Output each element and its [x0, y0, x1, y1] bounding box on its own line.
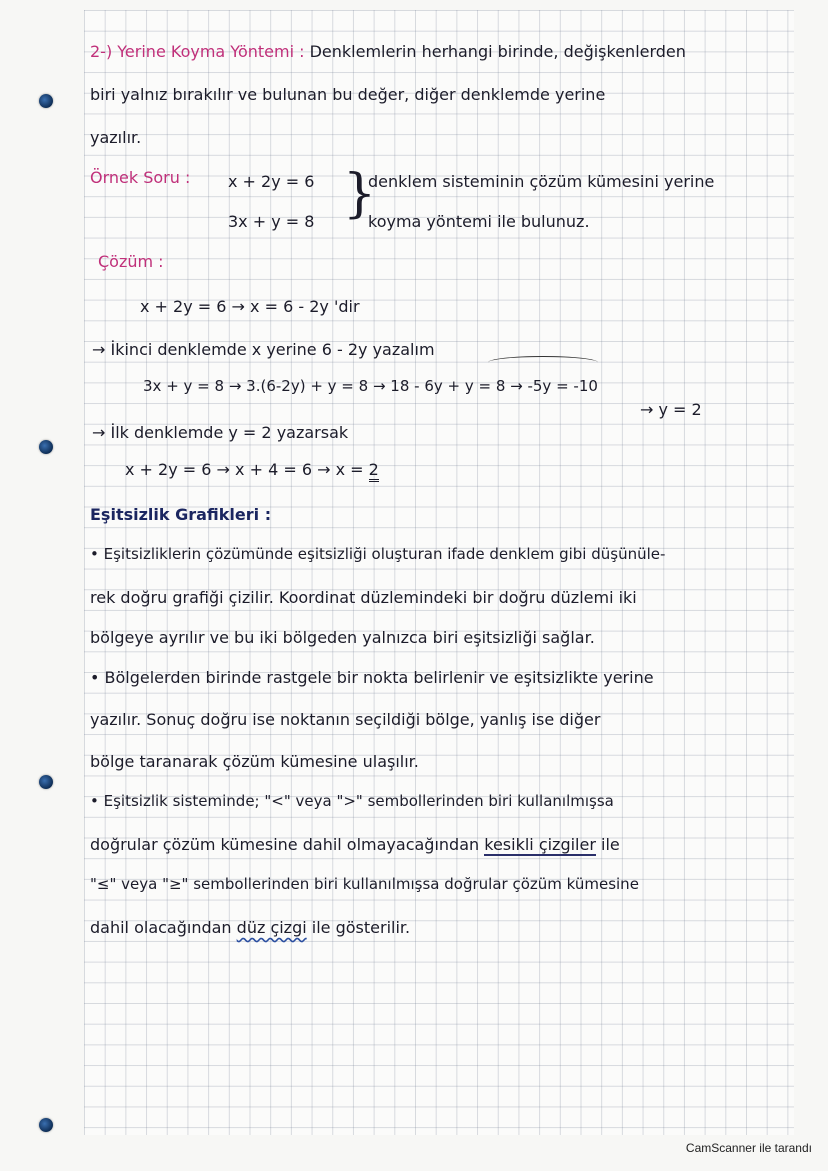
- equation-2: 3x + y = 8: [228, 212, 315, 231]
- binder-hole: [39, 94, 53, 108]
- example-text-1: denklem sisteminin çözüm kümesini yerine: [368, 172, 715, 191]
- para2-line-2: yazılır. Sonuç doğru ise noktanın seçildiği bölge, yanlış ise diğer: [90, 710, 601, 729]
- equation-1: x + 2y = 6: [228, 172, 315, 191]
- example-label: Örnek Soru :: [90, 168, 191, 187]
- system-brace: }: [343, 164, 377, 224]
- graph-heading: Eşitsizlik Grafikleri :: [90, 505, 272, 524]
- para1-line-1: • Eşitsizliklerin çözümünde eşitsizliği oluşturan ifade denklem gibi düşünüle-: [90, 545, 666, 563]
- para2-line-1: • Bölgelerden birinde rastgele bir nokta belirlenir ve eşitsizlikte yerine: [90, 668, 654, 687]
- solution-step-1: x + 2y = 6 → x = 6 - 2y 'dir: [140, 297, 360, 316]
- solution-result-x: 2: [369, 460, 379, 482]
- solution-step-5: x + 2y = 6 → x + 4 = 6 → x =: [125, 460, 364, 479]
- para2-line-3: bölge taranarak çözüm kümesine ulaşılır.: [90, 752, 419, 771]
- para3-line-2-end: ile: [601, 835, 620, 854]
- binder-hole: [39, 1118, 53, 1132]
- scanner-watermark: CamScanner ile tarandı: [685, 1141, 812, 1155]
- para3-line-3: "≤" veya "≥" sembollerinden biri kullanılmışsa doğrular çözüm kümesine: [90, 875, 639, 893]
- solution-result-y: → y = 2: [640, 400, 702, 419]
- para3-line-1: • Eşitsizlik sisteminde; "<" veya ">" sembollerinden biri kullanılmışsa: [90, 792, 614, 810]
- solution-label: Çözüm :: [98, 252, 164, 271]
- solution-step-3: 3x + y = 8 → 3.(6-2y) + y = 8 → 18 - 6y + y = 8 → -5y = -10: [143, 377, 598, 395]
- para3-line-4-end: ile gösterilir.: [311, 918, 411, 937]
- binder-hole: [39, 440, 53, 454]
- method-heading: 2-) Yerine Koyma Yöntemi :: [90, 42, 305, 61]
- para3-line-2: doğrular çözüm kümesine dahil olmayacağından: [90, 835, 480, 854]
- intro-line-1: Denklemlerin herhangi birinde, değişkenlerden: [309, 42, 686, 61]
- intro-line-3: yazılır.: [90, 128, 142, 147]
- solution-step-4: → İlk denklemde y = 2 yazarsak: [92, 423, 349, 442]
- para1-line-2: rek doğru grafiği çizilir. Koordinat düzlemindeki bir doğru düzlemi iki: [90, 588, 637, 607]
- binder-hole: [39, 775, 53, 789]
- intro-line-2: biri yalnız bırakılır ve bulunan bu değer, diğer denklemde yerine: [90, 85, 606, 104]
- para1-line-3: bölgeye ayrılır ve bu iki bölgeden yalnızca biri eşitsizliği sağlar.: [90, 628, 595, 647]
- dashed-lines-term: kesikli çizgiler: [484, 835, 596, 854]
- example-text-2: koyma yöntemi ile bulunuz.: [368, 212, 590, 231]
- para3-line-4: dahil olacağından: [90, 918, 232, 937]
- solid-line-term: düz çizgi: [236, 918, 307, 937]
- solution-step-2: → İkinci denklemde x yerine 6 - 2y yazalım: [92, 340, 435, 359]
- substitution-arc: [488, 356, 598, 369]
